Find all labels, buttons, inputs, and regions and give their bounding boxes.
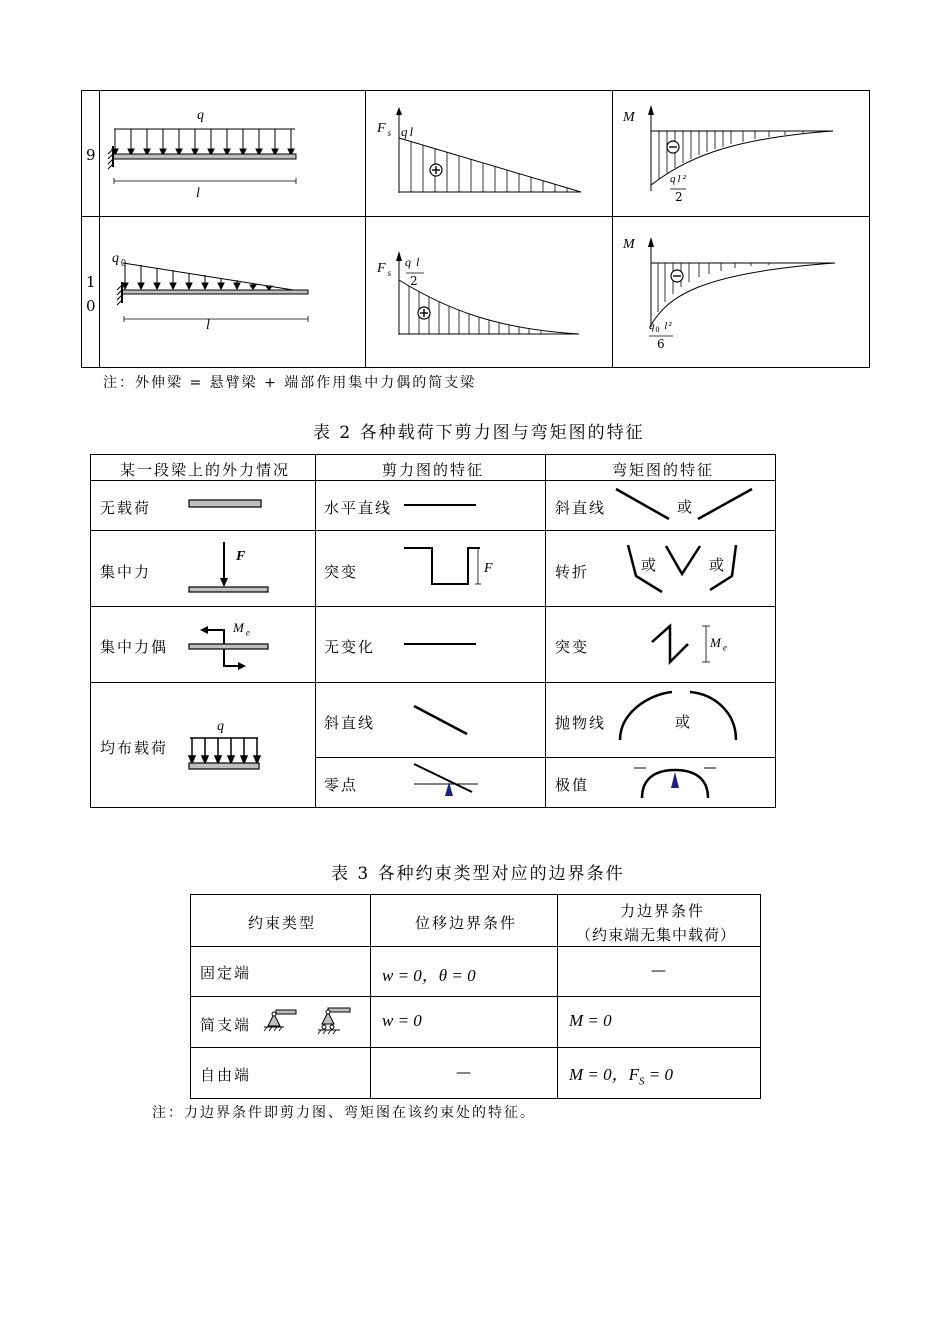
force-symbol: F	[484, 561, 495, 576]
length-label: l	[196, 186, 202, 201]
pin-support-icon	[262, 1008, 300, 1032]
uniform-load-icon	[188, 736, 262, 774]
shear-value-den: 2	[410, 274, 420, 288]
load-label: q	[197, 108, 206, 123]
shear-axis-label: $F_s$	[377, 121, 394, 138]
couple-symbol: $M_e$	[233, 620, 252, 638]
couple-symbol: $M_e$	[710, 635, 729, 653]
t3-disp-condition: —	[456, 1063, 473, 1081]
t3-header-force-note: （约束端无集中载荷）	[576, 926, 737, 944]
or-label: 或	[677, 498, 695, 516]
jump-step-icon	[404, 546, 494, 590]
t3-disp-condition: w = 0，θ = 0	[382, 966, 476, 985]
cantilever-triangular-load-diagram	[100, 217, 365, 367]
t3-disp-condition: w = 0	[382, 1011, 422, 1030]
extremum-icon	[632, 762, 722, 802]
load-label: $q_0$	[112, 251, 128, 269]
t3-force-condition: M = 0，$F_S = 0$	[569, 1065, 674, 1088]
roller-support-icon	[314, 1006, 352, 1036]
length-label: l	[206, 318, 212, 333]
moment-value-den: 2	[675, 190, 685, 204]
t2-moment-label: 突变	[555, 638, 590, 656]
table3-note: 注：力边界条件即剪力图、弯矩图在该约束处的特征。	[152, 1105, 536, 1121]
moment-value-num: ql²	[670, 173, 688, 185]
couple-moment-icon	[188, 620, 272, 672]
or-label: 或	[709, 556, 727, 574]
moment-jump-icon	[650, 622, 714, 666]
moment-value-num: $q_0$ l²	[649, 320, 673, 335]
t3-type-label: 简支端	[200, 1016, 252, 1034]
t2-shear-label: 零点	[324, 776, 359, 794]
row-number: 9	[86, 146, 98, 164]
shear-value-label: ql	[401, 124, 416, 139]
moment-axis-label: M	[623, 237, 637, 252]
moment-axis-label: M	[623, 110, 637, 125]
t2-header-load: 某一段梁上的外力情况	[120, 461, 291, 479]
t2-moment-label: 转折	[555, 563, 590, 581]
t2-shear-label: 突变	[324, 563, 359, 581]
or-label: 或	[675, 713, 693, 731]
t3-header-type: 约束类型	[248, 914, 317, 932]
zero-crossing-icon	[410, 760, 482, 800]
row-number: 0	[86, 297, 98, 315]
t2-shear-label: 无变化	[324, 638, 376, 656]
t3-header-disp: 位移边界条件	[415, 914, 518, 932]
plain-beam-icon	[188, 498, 268, 510]
horizontal-line-icon	[404, 642, 484, 648]
table3-caption: 表 3 各种约束类型对应的边界条件	[331, 864, 625, 884]
moment-diagram-parabola	[613, 91, 869, 216]
t3-type-label: 固定端	[200, 964, 252, 982]
t3-force-condition: —	[651, 961, 668, 979]
sloped-line-icon	[412, 704, 472, 738]
horizontal-line-icon	[404, 503, 484, 509]
concentrated-force-icon	[188, 542, 270, 596]
table1-note: 注：外伸梁 = 悬臂梁 + 端部作用集中力偶的简支梁	[103, 375, 477, 391]
t3-force-condition: M = 0	[569, 1011, 612, 1030]
row-number: 1	[86, 273, 98, 291]
t2-moment-label: 抛物线	[555, 714, 607, 732]
t2-load-label: 集中力	[100, 563, 152, 581]
t3-type-label: 自由端	[200, 1066, 252, 1084]
t2-load-label: 无载荷	[100, 499, 152, 517]
t1-row10-num-cell	[81, 216, 100, 368]
t2-header-moment: 弯矩图的特征	[612, 461, 715, 479]
shear-diagram-parabola	[366, 217, 612, 367]
t3-header-force: 力边界条件	[620, 902, 706, 920]
t2-header-shear: 剪力图的特征	[382, 461, 485, 479]
t2-moment-label: 斜直线	[555, 499, 607, 517]
moment-value-den: 6	[657, 337, 667, 351]
cantilever-uniform-load-diagram	[100, 91, 365, 216]
t2-moment-label: 极值	[555, 776, 590, 794]
t2-shear-label: 斜直线	[324, 714, 376, 732]
t2-load-label: 均布载荷	[100, 739, 169, 757]
t2-load-label: 集中力偶	[100, 638, 169, 656]
or-label: 或	[641, 556, 659, 574]
moment-diagram-cubic	[613, 217, 869, 367]
shear-axis-label: $F_s$	[377, 261, 394, 278]
t2-shear-label: 水平直线	[324, 499, 393, 517]
force-symbol: F	[236, 549, 248, 564]
table2-caption: 表 2 各种载荷下剪力图与弯矩图的特征	[313, 423, 645, 443]
shear-diagram-triangle	[366, 91, 612, 216]
load-symbol: q	[217, 719, 226, 734]
shear-value-num: q l	[405, 255, 421, 269]
